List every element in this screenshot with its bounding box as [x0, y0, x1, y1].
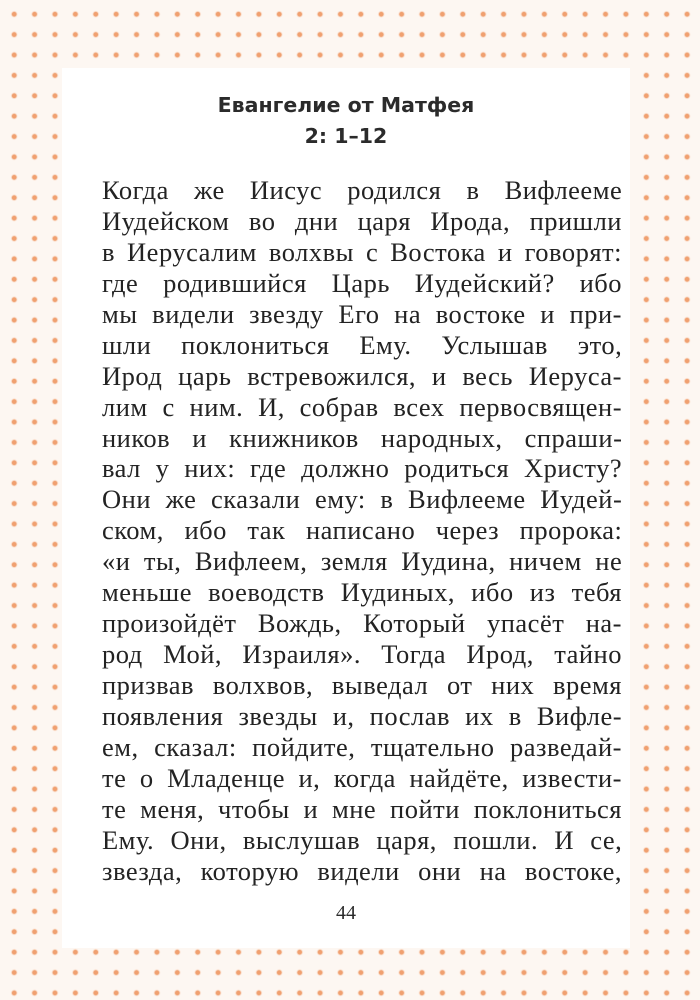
text-line: ников и книжников народных, спраши-	[102, 422, 623, 453]
verse-reference: 2: 1–12	[304, 124, 388, 148]
text-line: призвав волхвов, выведал от них время	[102, 670, 622, 700]
text-line: звезда, которую видели они на востоке,	[102, 855, 622, 886]
text-line: меньше воеводств Иудиных, ибо из тебя	[102, 577, 622, 608]
text-line: шли поклониться Ему. Услышав это,	[102, 329, 623, 360]
text-line: Ирод царь встревожился, и весь Иеруса-	[102, 360, 622, 391]
text-line: в Иерусалим волхвы с Востока и говорят:	[102, 236, 622, 267]
text-line: Иудейском во дни царя Ирода, пришли	[102, 205, 622, 236]
text-line: те меня, чтобы и мне пойти поклониться	[102, 793, 622, 824]
text-line: мы видели звезду Его на востоке и при-	[102, 298, 622, 329]
text-line: где родившийся Царь Иудейский? ибо	[102, 267, 622, 298]
text-line: лим с ним. И, собрав всех первосвящен-	[102, 391, 623, 422]
text-line: Они же сказали ему: в Вифлееме Иудей-	[102, 484, 623, 515]
text-line: произойдёт Вождь, Который упасёт на-	[102, 608, 622, 639]
text-line: ском, ибо так написано через пророка:	[102, 515, 623, 546]
chapter-heading	[62, 90, 630, 152]
text-line: Когда же Иисус родился в Вифлееме	[102, 175, 623, 205]
page-panel	[62, 68, 630, 948]
text-line: род Мой, Израиля». Тогда Ирод, тайно	[102, 639, 622, 670]
text-line: «и ты, Вифлеем, земля Иудина, ничем не	[102, 546, 623, 577]
chapter-title: Евангелие от Матфея	[217, 93, 475, 117]
text-line: те о Младенце и, когда найдёте, извести-	[102, 762, 622, 793]
text-line: появления звезды и, послав их в Вифле-	[102, 700, 623, 731]
text-line: Ему. Они, выслушав царя, пошли. И се,	[102, 824, 623, 855]
text-line: вал у них: где должно родиться Христу?	[102, 453, 623, 484]
page-number: 44	[336, 902, 356, 924]
scripture-text	[102, 175, 622, 887]
text-line: ем, сказал: пойдите, тщательно разведай-	[102, 731, 622, 762]
